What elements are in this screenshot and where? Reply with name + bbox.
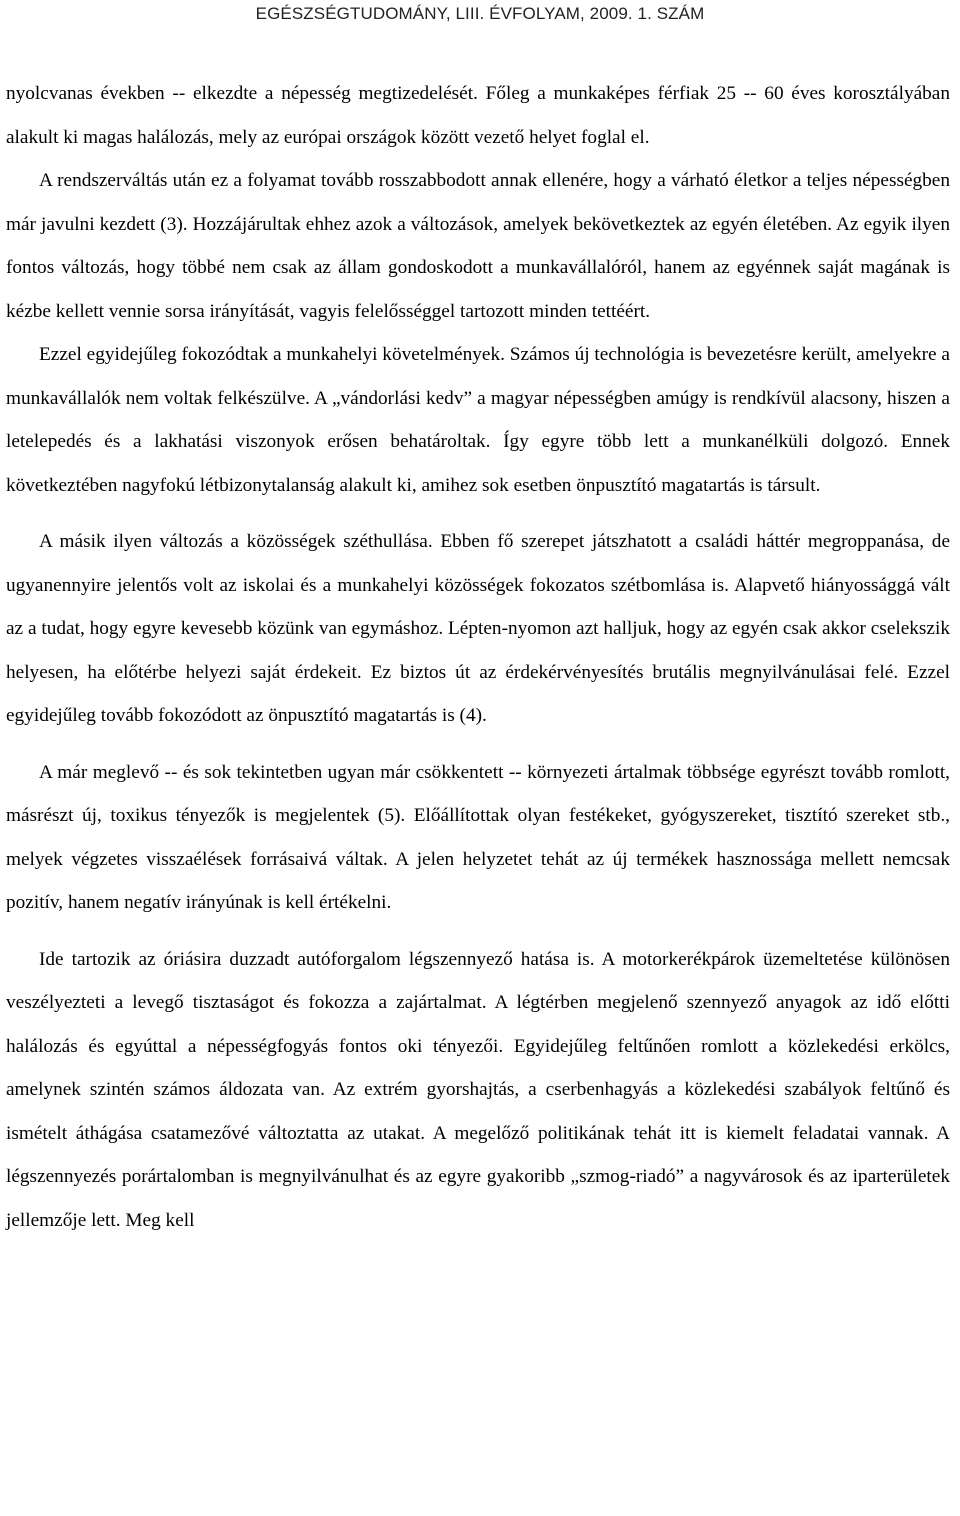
running-header: EGÉSZSÉGTUDOMÁNY, LIII. ÉVFOLYAM, 2009. 1. SZÁM xyxy=(255,4,705,23)
paragraph-rendszervaltas: A rendszerváltás után ez a folyamat tovább rosszabbodott annak ellenére, hogy a várható életkor a teljes népességben már javulni kezdett (3). Hozzájárultak ehhez azok a változások, amelyek bekövetkeztek az egyén életében. Az egyik ilyen fontos változás, hogy többé nem csak az állam gondoskodott a munkavállalóról, hanem az egyénnek saját magának is kézbe kellett vennie sorsa irányítását, vagyis felelősséggel tartozott minden tettéért. xyxy=(6,170,950,322)
paragraph-autoforgalom: Ide tartozik az óriásira duzzadt autóforgalom légszennyező hatása is. A motorkerékpárok üzemeltetése különösen veszélyezteti a levegő tisztaságot és fokozza a zajártalmat. A légtérben megjelenő szennyező anyagok az idő előtti halálozás és egyúttal a népességfogyás fontos oki tényezői. Egyidejűleg feltűnően romlott a közlekedési erkölcs, amelynek szintén számos áldozata van. Az extrém gyorshajtás, a cserbenhagyás a közlekedési szabályok feltűnő és ismételt áthágása csatamezővé változtatta az utakat. A megelőző politikának tehát itt is kiemelt feladatai vannak. A légszennyezés porártalomban is megnyilvánulhat és az egyre gyakoribb „szmog-riadó” a nagyvárosok és az iparterületek jellemzője lett. Meg kell xyxy=(6,948,950,1231)
paragraph-munkahelyi-kovetelmenyek: Ezzel egyidejűleg fokozódtak a munkahelyi követelmények. Számos új technológia is bevezetésre került, amelyekre a munkavállalók nem voltak felkészülve. A „vándorlási kedv” a magyar népességben amúgy is rendkívül alacsony, hiszen a letelepedés és a lakhatási viszonyok erősen behatároltak. Így egyre több lett a munkanélküli dolgozó. Ennek következtében nagyfokú létbizonytalanság alakult ki, amihez sok esetben önpusztító magatartás is társult. xyxy=(6,344,950,496)
paragraph-continuation: nyolcvanas években -- elkezdte a népesség megtizedelését. Főleg a munkaképes férfiak 25 -- 60 éves korosztályában alakult ki magas halálozás, mely az európai országok között vezető helyet foglal el. xyxy=(6,83,950,148)
paragraph-kozossegek-szethullasa: A másik ilyen változás a közösségek széthullása. Ebben fő szerepet játszhatott a családi háttér megroppanása, de ugyanennyire jelentős volt az iskolai és a munkahelyi közösségek fokozatos szétbomlása is. Alapvető hiányossággá vált az a tudat, hogy egyre kevesebb közünk van egymáshoz. Lépten-nyomon azt halljuk, hogy az egyén csak akkor cselekszik helyesen, ha előtérbe helyezi saját érdekeit. Ez biztos út az érdekérvényesítés brutális megnyilvánulásai felé. Ezzel egyidejűleg tovább fokozódott az önpusztító magatartás is (4). xyxy=(6,531,950,726)
body-text xyxy=(6,72,950,1242)
paragraph-kornyezeti-artalmak: A már meglevő -- és sok tekintetben ugyan már csökkentett -- környezeti ártalmak többsége egyrészt tovább romlott, másrészt új, toxikus tényezők is megjelentek (5). Előállítottak olyan festékeket, gyógyszereket, tisztító szereket stb., melyek végzetes visszaélések forrásaivá váltak. A jelen helyzetet tehát az új termékek hasznossága mellett nemcsak pozitív, hanem negatív irányúnak is kell értékelni. xyxy=(6,761,950,913)
